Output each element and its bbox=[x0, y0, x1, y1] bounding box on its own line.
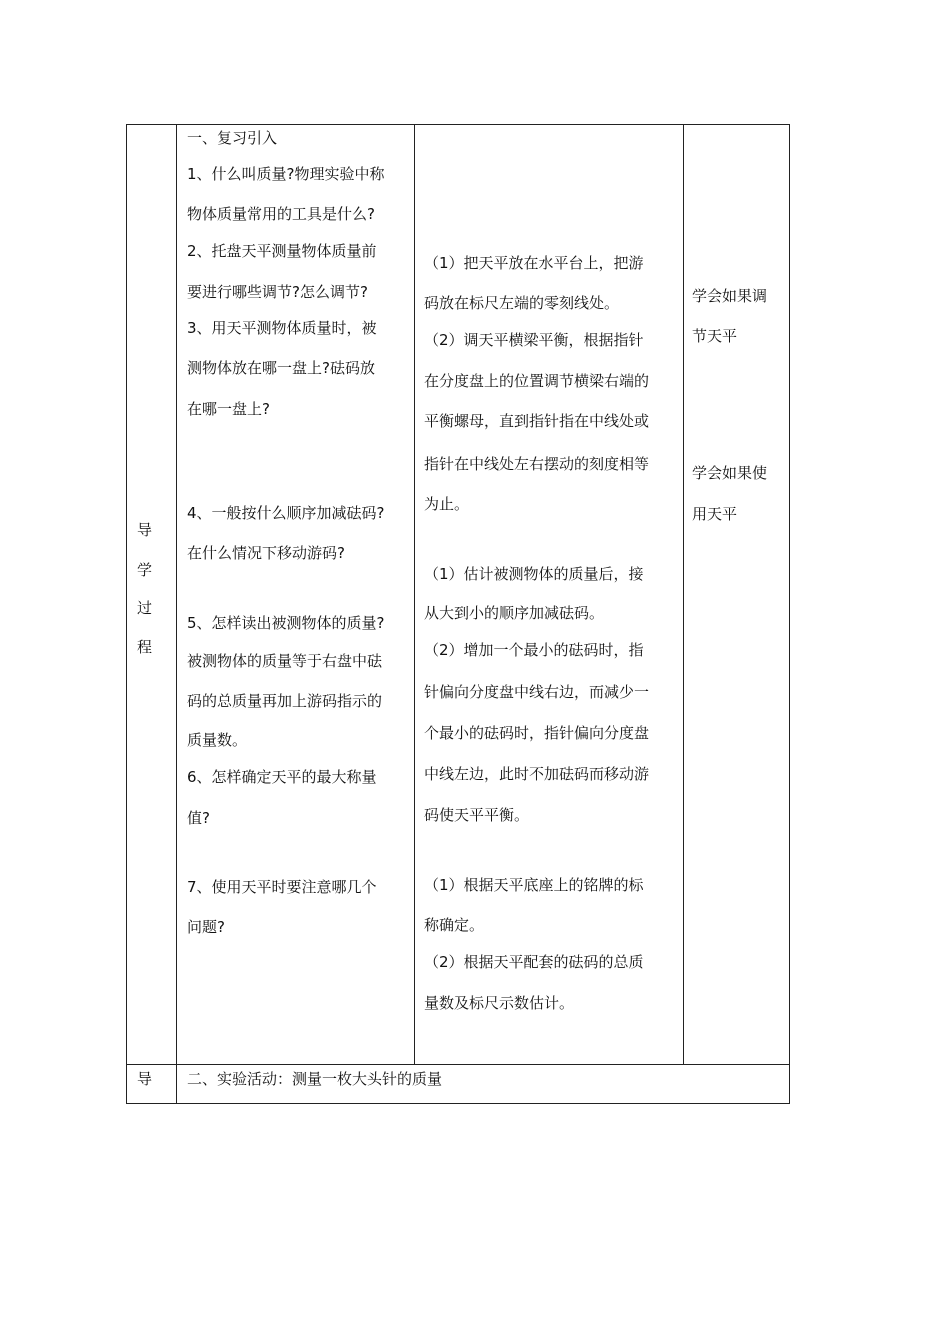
answer-line: 为止。 bbox=[424, 495, 470, 513]
question-line: 1、什么叫质量?物理实验中称 bbox=[187, 165, 385, 183]
section-label-char: 导 bbox=[137, 521, 153, 539]
question-line: 物体质量常用的工具是什么? bbox=[187, 205, 375, 223]
goal-line: 用天平 bbox=[692, 505, 738, 523]
question-line: 4、一般按什么顺序加减砝码? bbox=[187, 504, 385, 522]
answer-line: （1）根据天平底座上的铭牌的标 bbox=[424, 876, 644, 894]
goal-line: 节天平 bbox=[692, 327, 738, 345]
experiment-heading: 二、实验活动：测量一枚大头针的质量 bbox=[187, 1070, 443, 1088]
answer-line: （1）估计被测物体的质量后，接 bbox=[424, 565, 644, 583]
row-divider bbox=[126, 1064, 790, 1065]
section-label-char: 学 bbox=[137, 561, 153, 579]
question-line: 5、怎样读出被测物体的质量? bbox=[187, 614, 385, 632]
section-label-char: 程 bbox=[137, 638, 153, 656]
question-line: 6、怎样确定天平的最大称量 bbox=[187, 768, 377, 786]
row2-label: 导 bbox=[137, 1070, 153, 1088]
answer-line: （2）根据天平配套的砝码的总质 bbox=[424, 953, 644, 971]
column-divider bbox=[176, 124, 177, 1104]
question-line: 码的总质量再加上游码指示的 bbox=[187, 692, 383, 710]
answer-line: 中线左边，此时不加砝码而移动游 bbox=[424, 765, 650, 783]
column-divider bbox=[683, 124, 684, 1064]
answer-line: 个最小的砝码时，指针偏向分度盘 bbox=[424, 724, 650, 742]
answer-line: 平衡螺母，直到指针指在中线处或 bbox=[424, 412, 650, 430]
answer-line: （1）把天平放在水平台上，把游 bbox=[424, 254, 644, 272]
answer-line: 码使天平平衡。 bbox=[424, 806, 530, 824]
answer-line: 指针在中线处左右摆动的刻度相等 bbox=[424, 455, 650, 473]
question-line: 要进行哪些调节?怎么调节? bbox=[187, 283, 368, 301]
section-heading: 一、复习引入 bbox=[187, 129, 278, 147]
goal-line: 学会如果调 bbox=[692, 287, 768, 305]
question-line: 3、用天平测物体质量时，被 bbox=[187, 319, 377, 337]
answer-line: （2）增加一个最小的砝码时，指 bbox=[424, 641, 644, 659]
question-line: 在什么情况下移动游码? bbox=[187, 544, 345, 562]
answer-line: 量数及标尺示数估计。 bbox=[424, 994, 575, 1012]
question-line: 被测物体的质量等于右盘中砝 bbox=[187, 652, 383, 670]
section-label-char: 过 bbox=[137, 599, 153, 617]
answer-line: 在分度盘上的位置调节横梁右端的 bbox=[424, 372, 650, 390]
answer-line: 码放在标尺左端的零刻线处。 bbox=[424, 294, 620, 312]
column-divider bbox=[414, 124, 415, 1064]
question-line: 7、使用天平时要注意哪几个 bbox=[187, 878, 377, 896]
answer-line: 针偏向分度盘中线右边，而减少一 bbox=[424, 683, 650, 701]
question-line: 2、托盘天平测量物体质量前 bbox=[187, 242, 377, 260]
question-line: 值? bbox=[187, 809, 210, 827]
goal-line: 学会如果使 bbox=[692, 464, 768, 482]
question-line: 测物体放在哪一盘上?砝码放 bbox=[187, 359, 375, 377]
answer-line: （2）调天平横梁平衡，根据指针 bbox=[424, 331, 644, 349]
question-line: 在哪一盘上? bbox=[187, 400, 270, 418]
answer-line: 称确定。 bbox=[424, 916, 485, 934]
answer-line: 从大到小的顺序加减砝码。 bbox=[424, 604, 605, 622]
question-line: 问题? bbox=[187, 918, 225, 936]
question-line: 质量数。 bbox=[187, 731, 248, 749]
